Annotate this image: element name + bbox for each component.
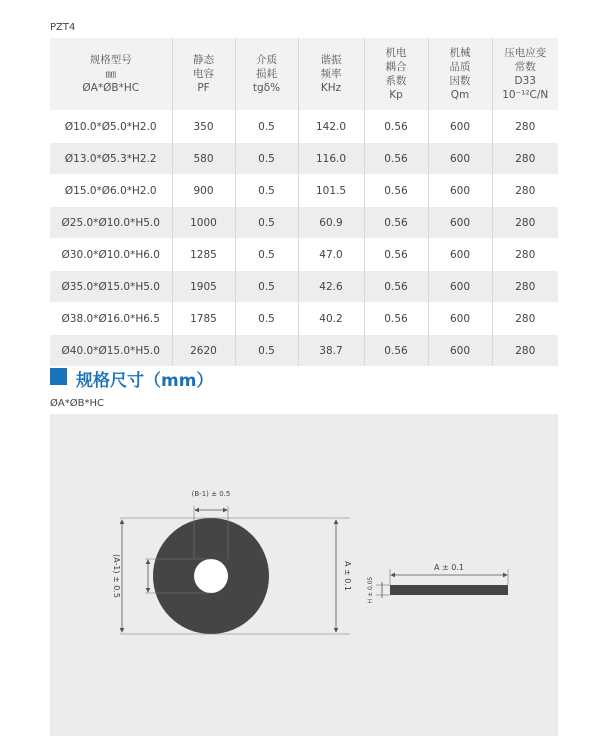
table-cell: 0.5: [235, 175, 298, 207]
table-cell: 101.5: [298, 175, 364, 207]
column-header: [364, 38, 428, 111]
table-cell: 0.56: [364, 207, 428, 239]
column-header-line: 谐振: [320, 54, 342, 66]
table-cell: 1785: [172, 303, 235, 335]
table-cell: 280: [492, 207, 558, 239]
table-cell: 0.56: [364, 303, 428, 335]
table-cell: 1285: [172, 239, 235, 271]
column-header-line: 静态: [193, 54, 214, 66]
table-cell: 600: [428, 239, 492, 271]
table-cell: Ø13.0*Ø5.3*H2.2: [50, 143, 172, 175]
column-header-line: 10⁻¹²C/N: [502, 89, 549, 101]
column-header-line: Kp: [389, 89, 403, 101]
table-cell: 142.0: [298, 111, 364, 143]
table-cell: 1000: [172, 207, 235, 239]
table-cell: 0.56: [364, 335, 428, 367]
table-cell: 116.0: [298, 143, 364, 175]
column-header: [298, 38, 364, 111]
table-row: [50, 335, 558, 367]
section-marker: [50, 368, 67, 385]
table-cell: Ø15.0*Ø6.0*H2.0: [50, 175, 172, 207]
table-cell: 0.5: [235, 207, 298, 239]
table-cell: 600: [428, 175, 492, 207]
table-cell: 280: [492, 335, 558, 367]
table-cell: 600: [428, 207, 492, 239]
table-cell: 280: [492, 143, 558, 175]
table-cell: 0.5: [235, 239, 298, 271]
material-label: PZT4: [50, 22, 76, 33]
table-cell: 280: [492, 303, 558, 335]
table-cell: 0.5: [235, 143, 298, 175]
dimension-drawing-panel: [50, 414, 558, 736]
section-title: 规格尺寸（mm）: [76, 371, 214, 391]
label-left-outer: (A-1) ± 0.5: [112, 553, 121, 599]
table-cell: 280: [492, 271, 558, 303]
table-cell: 0.5: [235, 335, 298, 367]
table-cell: 280: [492, 175, 558, 207]
column-header-line: 常数: [514, 61, 536, 73]
table-cell: 0.56: [364, 271, 428, 303]
column-header: [172, 38, 235, 111]
table-cell: Ø25.0*Ø10.0*H5.0: [50, 207, 172, 239]
table-cell: 0.56: [364, 239, 428, 271]
column-header-line: 规格型号: [89, 54, 132, 66]
column-header-line: 品质: [449, 61, 471, 73]
column-header-line: PF: [197, 82, 210, 94]
disc-side-view: [390, 585, 508, 595]
table-cell: 1905: [172, 271, 235, 303]
table-cell: 60.9: [298, 207, 364, 239]
table-row: [50, 207, 558, 239]
label-right: A ± 0.1: [343, 561, 352, 591]
table-cell: 900: [172, 175, 235, 207]
label-side-top: A ± 0.1: [434, 563, 464, 572]
dimension-drawing: [50, 414, 558, 736]
column-header-line: D33: [514, 75, 536, 87]
table-cell: 350: [172, 111, 235, 143]
column-header: [235, 38, 298, 111]
table-cell: 600: [428, 335, 492, 367]
table-row: [50, 143, 558, 175]
table-cell: Ø38.0*Ø16.0*H6.5: [50, 303, 172, 335]
column-header-line: ØA*ØB*HC: [82, 82, 140, 94]
table-cell: 0.5: [235, 111, 298, 143]
table-cell: 47.0: [298, 239, 364, 271]
table-cell: 0.5: [235, 303, 298, 335]
table-cell: Ø30.0*Ø10.0*H6.0: [50, 239, 172, 271]
column-header: [492, 38, 558, 111]
column-header-line: KHz: [320, 82, 342, 94]
table-cell: 600: [428, 111, 492, 143]
table-cell: 600: [428, 303, 492, 335]
column-header-line: 压电应变: [504, 47, 547, 59]
column-header-line: 系数: [385, 75, 407, 87]
table-cell: 280: [492, 111, 558, 143]
table-cell: 600: [428, 271, 492, 303]
column-header-line: 因数: [449, 75, 471, 87]
table-row: [50, 303, 558, 335]
column-header-line: tgδ%: [252, 82, 281, 94]
label-side-h: H ± 0.05: [367, 576, 374, 604]
column-header-line: 电容: [193, 68, 214, 80]
table-cell: 600: [428, 143, 492, 175]
table-cell: Ø35.0*Ø15.0*H5.0: [50, 271, 172, 303]
column-header-line: ㎜: [105, 68, 116, 80]
table-cell: 42.6: [298, 271, 364, 303]
table-cell: 40.2: [298, 303, 364, 335]
ring-hole: [194, 559, 228, 593]
table-cell: 38.7: [298, 335, 364, 367]
column-header-line: 机电: [385, 47, 407, 59]
column-header: [428, 38, 492, 111]
table-cell: Ø40.0*Ø15.0*H5.0: [50, 335, 172, 367]
column-header-line: 介质: [256, 54, 277, 66]
column-header-line: 频率: [320, 68, 342, 80]
spec-table: [50, 38, 558, 366]
table-cell: 0.56: [364, 175, 428, 207]
column-header: [50, 38, 172, 111]
table-cell: 0.56: [364, 143, 428, 175]
table-row: [50, 239, 558, 271]
column-header-line: 损耗: [256, 68, 277, 80]
table-cell: 0.56: [364, 111, 428, 143]
table-cell: 280: [492, 239, 558, 271]
column-header-line: Qm: [450, 89, 470, 101]
table-cell: 580: [172, 143, 235, 175]
table-cell: 0.5: [235, 271, 298, 303]
table-body: [50, 111, 558, 367]
table-row: [50, 271, 558, 303]
table-cell: 2620: [172, 335, 235, 367]
table-cell: Ø10.0*Ø5.0*H2.0: [50, 111, 172, 143]
label-left-inner: B ± 0.1: [155, 563, 163, 589]
label-top: (B-1) ± 0.5: [191, 490, 231, 498]
table-row: [50, 175, 558, 207]
dimension-formula: ØA*ØB*HC: [50, 398, 104, 409]
table-row: [50, 111, 558, 143]
column-header-line: 机械: [449, 47, 471, 59]
column-header-line: 耦合: [385, 61, 407, 73]
table-header-row: [50, 38, 558, 111]
